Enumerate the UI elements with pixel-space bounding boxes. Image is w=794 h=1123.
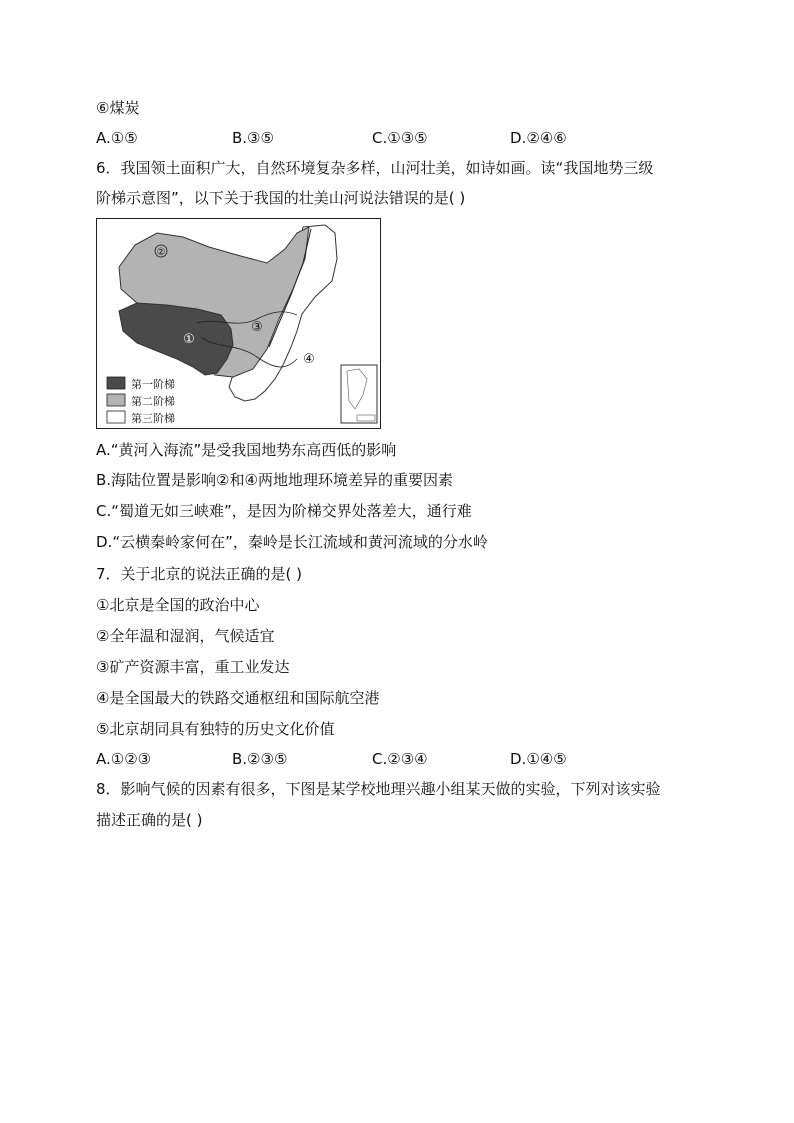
legend-label-step2: 第二阶梯 bbox=[131, 395, 175, 408]
q5-option-d[interactable]: D.②④⑥ bbox=[510, 129, 567, 147]
q7-item-5: ⑤北京胡同具有独特的历史文化价值 bbox=[96, 720, 335, 738]
q6-stem-line1: 6．我国领土面积广大，自然环境复杂多样，山河壮美，如诗如画。读“我国地势三级 bbox=[96, 159, 654, 177]
region-label-4: ④ bbox=[303, 352, 315, 367]
q5-option-b[interactable]: B.③⑤ bbox=[232, 129, 274, 147]
terrain-steps-map bbox=[96, 218, 381, 429]
china-terrain-map-figure bbox=[97, 219, 380, 428]
q7-option-d[interactable]: D.①④⑤ bbox=[510, 750, 567, 768]
q5-option-c[interactable]: C.①③⑤ bbox=[372, 129, 428, 147]
q5-options bbox=[96, 128, 716, 148]
q8-stem-line1: 8．影响气候的因素有很多，下图是某学校地理兴趣小组某天做的实验，下列对该实验 bbox=[96, 780, 661, 798]
legend-swatch-step1 bbox=[107, 377, 125, 389]
south-sea-inset bbox=[341, 365, 377, 423]
legend-label-step1: 第一阶梯 bbox=[131, 378, 175, 391]
q6-option-a[interactable]: A.“黄河入海流”是受我国地势东高西低的影响 bbox=[96, 441, 397, 459]
q7-option-a[interactable]: A.①②③ bbox=[96, 750, 152, 768]
q6-stem-line2: 阶梯示意图”，以下关于我国的壮美山河说法错误的是( ) bbox=[96, 189, 466, 207]
legend-swatch-step3 bbox=[107, 411, 125, 423]
q5-option-a[interactable]: A.①⑤ bbox=[96, 129, 138, 147]
q8-stem-line2: 描述正确的是( ) bbox=[96, 811, 203, 829]
q7-option-b[interactable]: B.②③⑤ bbox=[232, 750, 288, 768]
q7-item-4: ④是全国最大的铁路交通枢纽和国际航空港 bbox=[96, 689, 380, 707]
q7-item-1: ①北京是全国的政治中心 bbox=[96, 596, 260, 614]
q7-options bbox=[96, 749, 716, 769]
q6-option-b[interactable]: B.海陆位置是影响②和④两地地理环境差异的重要因素 bbox=[96, 471, 453, 489]
legend-label-step3: 第三阶梯 bbox=[131, 412, 175, 425]
legend-swatch-step2 bbox=[107, 394, 125, 406]
region-label-1: ① bbox=[183, 332, 195, 347]
q7-stem: 7．关于北京的说法正确的是( ) bbox=[96, 565, 303, 583]
region-label-3: ③ bbox=[251, 320, 263, 335]
region-label-2: ② bbox=[156, 247, 166, 258]
q7-item-3: ③矿产资源丰富，重工业发达 bbox=[96, 658, 290, 676]
q7-item-2: ②全年温和湿润，气候适宜 bbox=[96, 627, 275, 645]
option-item-6: ⑥煤炭 bbox=[96, 99, 140, 117]
q6-option-c[interactable]: C.“蜀道无如三峡难”，是因为阶梯交界处落差大，通行难 bbox=[96, 502, 472, 520]
step1-region bbox=[119, 303, 233, 375]
q6-option-d[interactable]: D.“云横秦岭家何在”，秦岭是长江流域和黄河流域的分水岭 bbox=[96, 533, 488, 551]
q7-option-c[interactable]: C.②③④ bbox=[372, 750, 428, 768]
